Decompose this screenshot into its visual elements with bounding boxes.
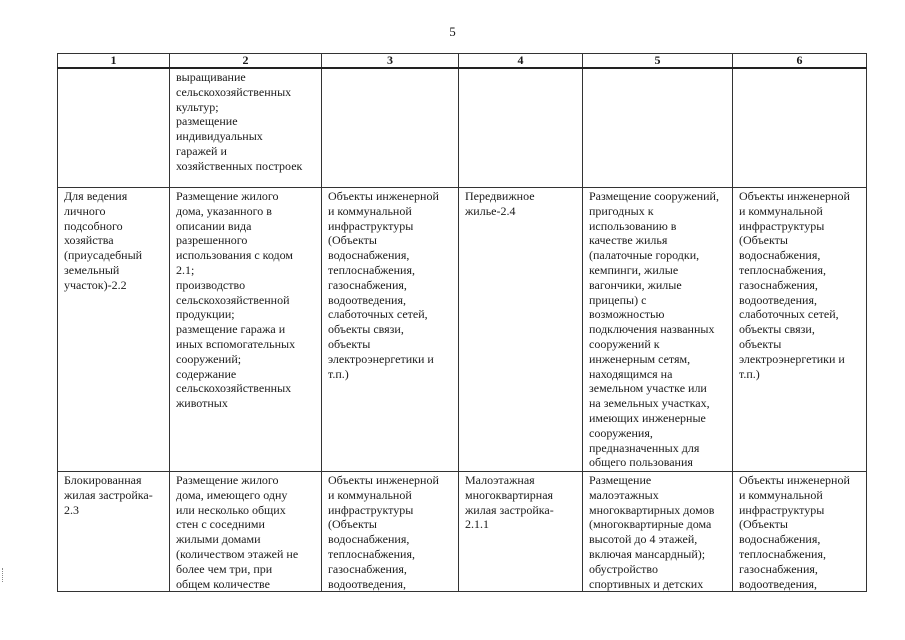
column-header-6: 6 [733, 54, 867, 69]
table-cell: Объекты инженерной и коммунальной инфраструктуры (Объекты водоснабжения, теплоснабжения, газоснабжения, водоотведения, [322, 472, 459, 592]
table-cell: Объекты инженерной и коммунальной инфраструктуры (Объекты водоснабжения, теплоснабжения, газоснабжения, водоотведения, слаботочных сетей, объекты связи, объекты электроэнергетики и т.п.) [322, 188, 459, 472]
table-row [58, 68, 867, 188]
column-header-4: 4 [459, 54, 583, 69]
column-header-1: 1 [58, 54, 170, 69]
table-cell: выращивание сельскохозяйственных культур; размещение индивидуальных гаражей и хозяйственных построек [170, 68, 322, 188]
header-row [58, 54, 867, 69]
scan-edge-mark [2, 568, 5, 582]
table-cell: Малоэтажная многоквартирная жилая застройка- 2.1.1 [459, 472, 583, 592]
column-header-2: 2 [170, 54, 322, 69]
table-cell [583, 68, 733, 188]
table-cell [322, 68, 459, 188]
table-cell [733, 68, 867, 188]
table-cell [459, 68, 583, 188]
table-cell: Передвижное жилье-2.4 [459, 188, 583, 472]
table-row [58, 188, 867, 472]
table-cell: Для ведения личного подсобного хозяйства (приусадебный земельный участок)-2.2 [58, 188, 170, 472]
table-cell: Блокированная жилая застройка- 2.3 [58, 472, 170, 592]
table-cell: Размещение жилого дома, имеющего одну или несколько общих стен с соседними жилыми домами (количеством этажей не более чем три, при общем количестве [170, 472, 322, 592]
table-cell: Размещение жилого дома, указанного в описании вида разрешенного использования с кодом 2.1; производство сельскохозяйственной продукции; размещение гаража и иных вспомогательных сооружений; содержание сельскохозяйственных животных [170, 188, 322, 472]
zoning-table [57, 53, 867, 592]
table-cell: Размещение малоэтажных многоквартирных домов (многоквартирные дома высотой до 4 этажей, включая мансардный); обустройство спортивных и детских [583, 472, 733, 592]
table-cell: Размещение сооружений, пригодных к использованию в качестве жилья (палаточные городки, кемпинги, жилые вагончики, жилые прицепы) с возможностью подключения названных сооружений к инженерным сетям, находящимся на земельном участке или на земельных участках, имеющих инженерные сооружения, предназначенных для общего пользования [583, 188, 733, 472]
column-header-3: 3 [322, 54, 459, 69]
table-cell: Объекты инженерной и коммунальной инфраструктуры (Объекты водоснабжения, теплоснабжения, газоснабжения, водоотведения, [733, 472, 867, 592]
table-cell [58, 68, 170, 188]
page-number: 5 [449, 24, 456, 39]
column-header-5: 5 [583, 54, 733, 69]
table-row [58, 472, 867, 592]
table-cell: Объекты инженерной и коммунальной инфраструктуры (Объекты водоснабжения, теплоснабжения, газоснабжения, водоотведения, слаботочных сетей, объекты связи, объекты электроэнергетики и т.п.) [733, 188, 867, 472]
